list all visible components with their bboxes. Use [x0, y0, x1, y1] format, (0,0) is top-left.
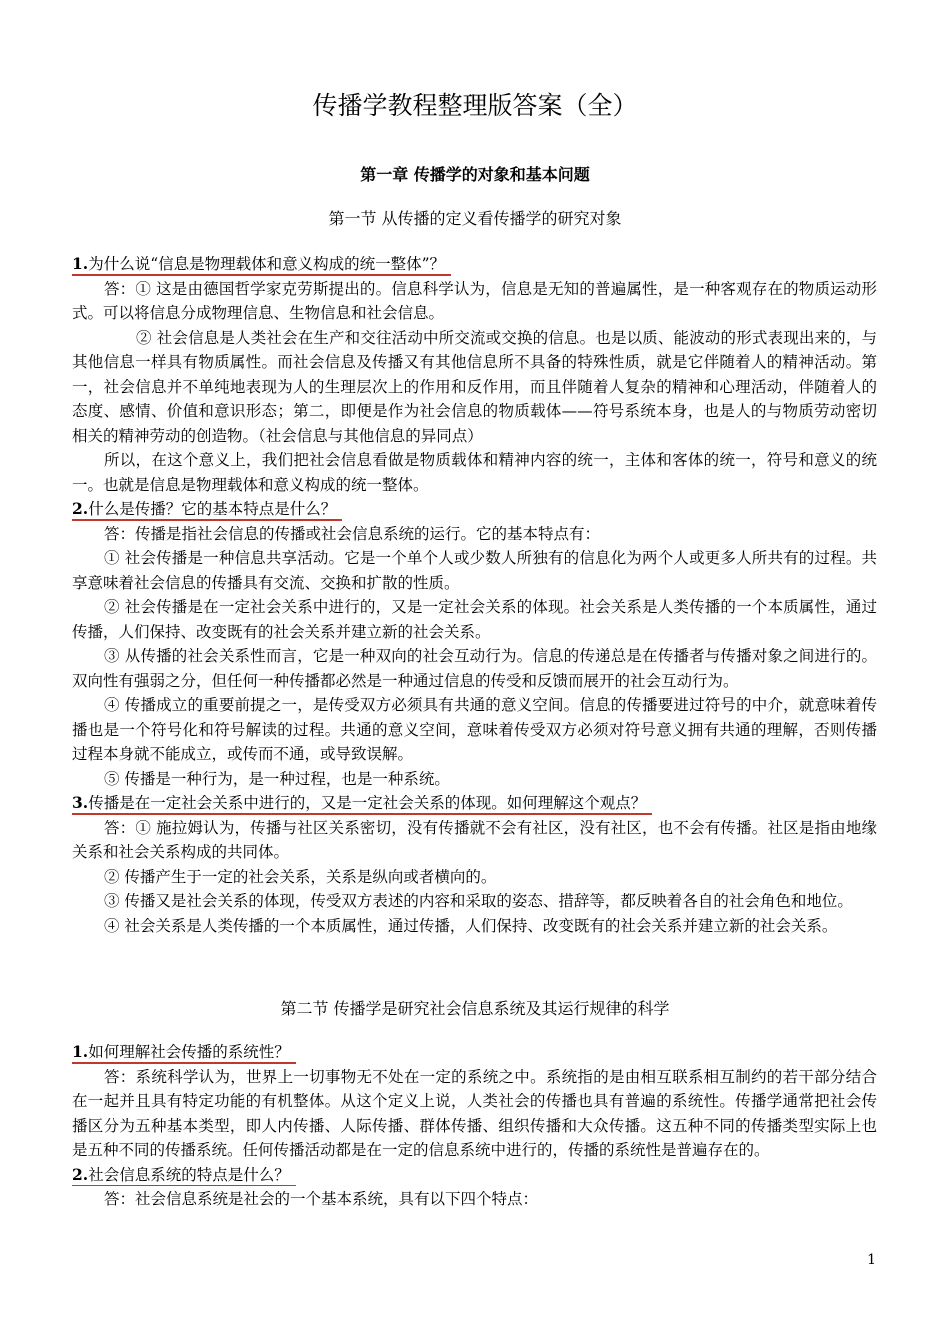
section-2-body: [72, 1040, 877, 1212]
question-heading: [72, 791, 646, 816]
section-heading: 第一节 从传播的定义看传播学的研究对象: [328, 209, 622, 228]
section-1-body: [72, 252, 877, 938]
question-number: 1.: [72, 254, 89, 273]
red-underline: [72, 274, 451, 275]
question-text: 为什么说“信息是物理载体和意义构成的统一整体”？: [88, 255, 446, 273]
answer-paragraph: 答：社会信息系统是社会的一个基本系统，具有以下四个特点：: [104, 1190, 539, 1208]
answer-paragraph: ④ 社会关系是人类传播的一个本质属性，通过传播，人们保持、改变既有的社会关系并建立新的社会关系。: [104, 916, 838, 935]
question-number: 1.: [72, 1042, 89, 1061]
answer-paragraph: ② 传播产生于一定的社会关系，关系是纵向或者横向的。: [104, 867, 497, 886]
answer-paragraph: ④ 传播成立的重要前提之一，是传受双方必须具有共通的意义空间。信息的传播要进过符号的中介，就意味着传播也是一个符号化和符号解读的过程。共通的意义空间，意味着传受双方必须对符号意义拥有共通的理解，否则传播过程本身就不能成立，或传而不通，或导致误解。: [72, 696, 877, 763]
answer-paragraph: 答：① 这是由德国哲学家克劳斯提出的。信息科学认为，信息是无知的普遍属性，是一种客观存在的物质运动形式。可以将信息分成物理信息、生物信息和社会信息。: [72, 279, 877, 322]
answer-paragraph: ③ 传播又是社会关系的体现，传受双方表述的内容和采取的姿态、措辞等，都反映着各自的社会角色和地位。: [104, 892, 853, 910]
answer-paragraph: 答：① 施拉姆认为，传播与社区关系密切，没有传播就不会有社区，没有社区，也不会有传播。社区是指由地缘关系和社会关系构成的共同体。: [72, 818, 877, 861]
answer-paragraph: 所以，在这个意义上，我们把社会信息看做是物质载体和精神内容的统一，主体和客体的统一，符号和意义的统一。也就是信息是物理载体和意义构成的统一整体。: [72, 451, 877, 494]
question-text: 什么是传播？它的基本特点是什么？: [88, 500, 337, 518]
question-text: 传播是在一定社会关系中进行的，又是一定社会关系的体现。如何理解这个观点？: [88, 794, 647, 812]
section-heading: 第二节 传播学是研究社会信息系统及其运行规律的科学: [280, 999, 670, 1018]
document-title: 传播学教程整理版答案（全）: [312, 91, 638, 120]
red-underline: [72, 813, 652, 814]
question-number: 2.: [72, 499, 89, 518]
answer-paragraph: ① 社会传播是一种信息共享活动。它是一个单个人或少数人所独有的信息化为两个人或更多人所共有的过程。共享意味着社会信息的传播具有交流、交换和扩散的性质。: [72, 549, 877, 592]
red-underline: [72, 1062, 296, 1063]
question-heading: [72, 1163, 290, 1188]
answer-paragraph: ② 社会信息是人类社会在生产和交往活动中所交流或交换的信息。也是以质、能波动的形式表现出来的，与其他信息一样具有物质属性。而社会信息及传播又有其他信息所不具备的特殊性质，就是它伴随着人的精神活动。第一，社会信息并不单纯地表现为人的生理层次上的作用和反作用，而且伴随着人复杂的精神和心理活动，伴随着人的态度、感情、价值和意识形态；第二，即便是作为社会信息的物质载体——符号系统本身，也是人的与物质劳动密切相关的精神劳动的创造物。（社会信息与其他信息的异同点）: [72, 328, 877, 445]
red-underline: [72, 1185, 296, 1186]
page-number: 1: [867, 1252, 876, 1268]
question-text: 社会信息系统的特点是什么？: [88, 1165, 290, 1184]
answer-paragraph: 答：传播是指社会信息的传播或社会信息系统的运行。它的基本特点有：: [104, 524, 601, 543]
chapter-heading: 第一章 传播学的对象和基本问题: [360, 165, 590, 184]
red-underline: [72, 519, 342, 520]
answer-paragraph: ③ 从传播的社会关系性而言，它是一种双向的社会互动行为。信息的传递总是在传播者与传播对象之间进行的。双向性有强弱之分，但任何一种传播都必然是一种通过信息的传受和反馈而展开的社会互动行为。: [72, 647, 877, 690]
answer-paragraph: ② 社会传播是在一定社会关系中进行的，又是一定社会关系的体现。社会关系是人类传播的一个本质属性，通过传播，人们保持、改变既有的社会关系并建立新的社会关系。: [72, 598, 877, 641]
question-heading: [72, 252, 445, 277]
answer-paragraph: ⑤ 传播是一种行为，是一种过程，也是一种系统。: [104, 769, 450, 788]
question-heading: [72, 1040, 290, 1065]
answer-paragraph: 答：系统科学认为，世界上一切事物无不处在一定的系统之中。系统指的是由相互联系相互制约的若干部分结合在一起并且具有特定功能的有机整体。从这个定义上说，人类社会的传播也具有普遍的系统性。传播学通常把社会传播区分为五种基本类型，即人内传播、人际传播、群体传播、组织传播和大众传播。这五种不同的传播类型实际上也是五种不同的传播系统。任何传播活动都是在一定的信息系统中进行的，传播的系统性是普遍存在的。: [72, 1067, 877, 1159]
question-number: 2.: [72, 1164, 89, 1184]
question-heading: [72, 497, 336, 522]
question-text: 如何理解社会传播的系统性？: [88, 1043, 290, 1061]
question-number: 3.: [72, 793, 89, 812]
